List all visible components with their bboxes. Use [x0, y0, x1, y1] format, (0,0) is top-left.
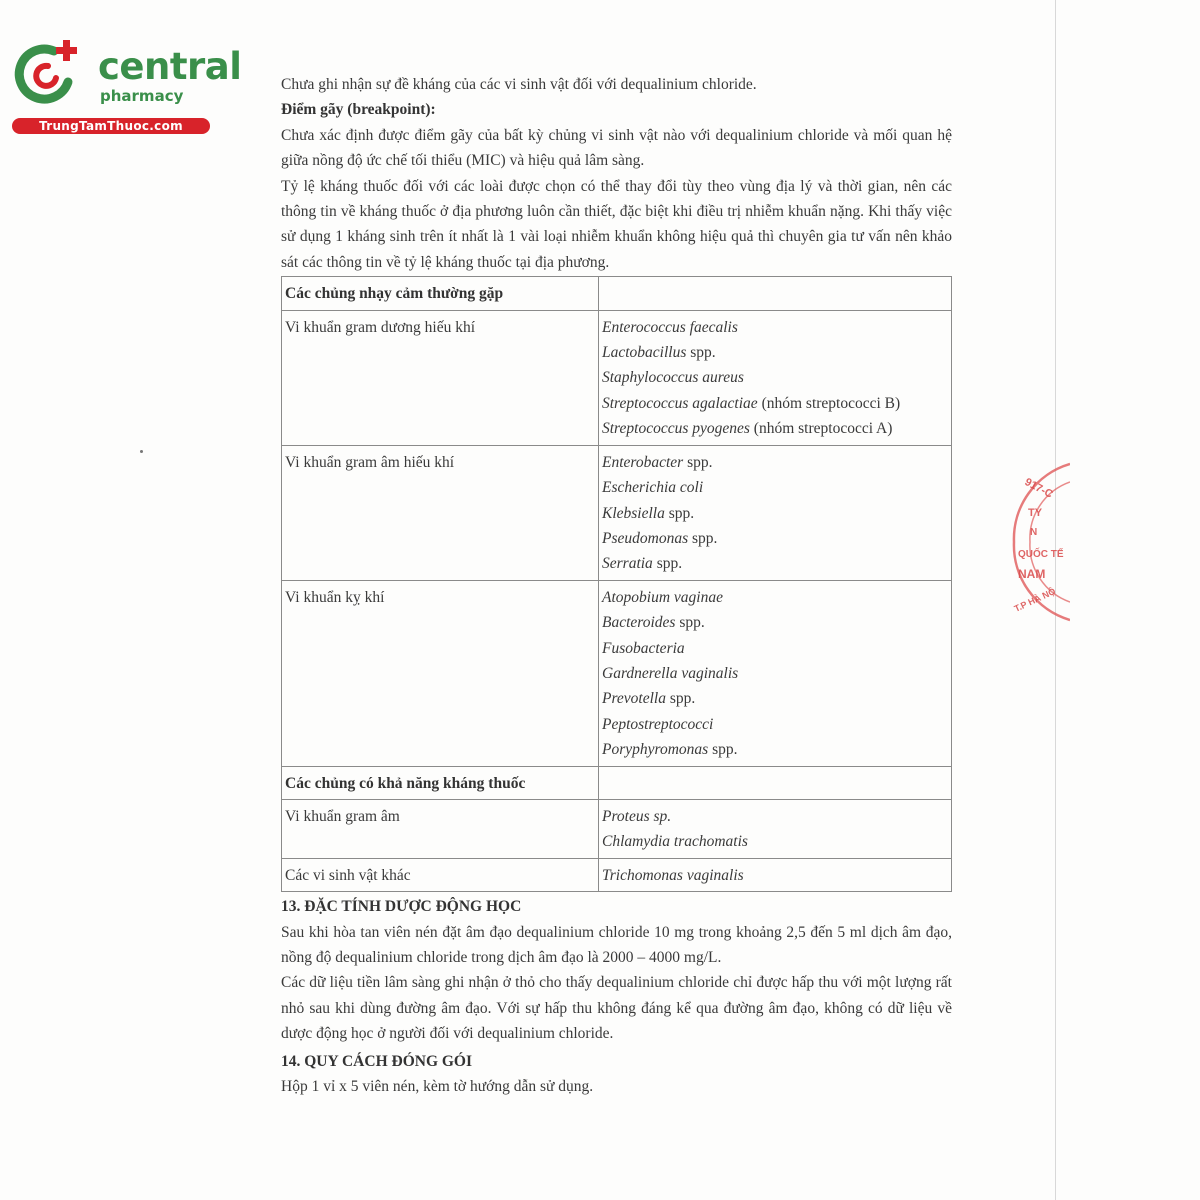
company-stamp [1010, 462, 1070, 622]
organism-item [602, 585, 948, 610]
brand-url[interactable]: TrungTamThuoc.com [12, 118, 210, 134]
section-13-para-2: Các dữ liệu tiền lâm sàng ghi nhận ở thỏ cho thấy dequalinium chloride chỉ được hấp thu với một lượng rất nhỏ sau khi dùng đường âm đạo. Với sự hấp thu không đáng kể qua đường âm đạo, không có dữ liệu về dược động học ở người đối với dequalinium chloride. [281, 974, 952, 1043]
organism-suffix: spp. [664, 504, 695, 522]
organism-name: Serratia [602, 555, 653, 573]
central-pharmacy-logo[interactable] [10, 38, 242, 138]
organism-item [602, 610, 948, 635]
organism-name: Prevotella [602, 690, 666, 708]
organism-name: Peptostreptococci [602, 715, 714, 733]
organism-name: Pseudomonas [602, 529, 689, 547]
organism-name: Gardnerella vaginalis [602, 664, 739, 682]
organism-suffix: spp. [708, 741, 738, 759]
organism-item [602, 686, 948, 711]
organism-list [599, 580, 952, 766]
organism-name: Lactobacillus [602, 344, 687, 362]
stamp-text-1: 917-C [1022, 476, 1055, 501]
brand-name: central [98, 45, 242, 88]
organism-name: Atopobium vaginae [602, 588, 723, 606]
organism-suffix: spp. [686, 344, 716, 362]
organism-suffix: spp. [683, 453, 713, 471]
organism-name: Escherichia coli [602, 479, 704, 497]
organism-name: Bacteroides [602, 614, 676, 632]
organism-item [602, 863, 948, 888]
section-13-para-1: Sau khi hòa tan viên nén đặt âm đạo dequalinium chloride 10 mg trong khoảng 2,5 đến 5 ml dịch âm đạo, nồng độ dequalinium chloride trong dịch âm đạo là 2000 – 4000 mg/L. [281, 923, 952, 966]
organism-name: Klebsiella [602, 504, 665, 522]
organism-suffix: spp. [652, 555, 683, 573]
organism-suffix: spp. [688, 529, 718, 547]
empty-cell [599, 277, 952, 310]
table-row [282, 799, 952, 858]
organism-name: Chlamydia trachomatis [602, 833, 748, 851]
organism-name: Enterococcus faecalis [602, 318, 738, 336]
organism-suffix: spp. [675, 614, 705, 632]
organism-item [602, 365, 948, 390]
group-cell: Vi khuẩn gram dương hiếu khí [282, 310, 599, 445]
group-cell: Vi khuẩn kỵ khí [282, 580, 599, 766]
organism-list [599, 858, 952, 891]
organism-item [602, 829, 948, 854]
organism-name: Trichomonas vaginalis [602, 866, 744, 884]
group-cell: Vi khuẩn gram âm hiếu khí [282, 445, 599, 580]
organism-name: Proteus sp. [602, 807, 672, 825]
stamp-text-6: T.P HÀ NỘ [1012, 586, 1058, 614]
organism-item [602, 340, 948, 365]
table-row [282, 580, 952, 766]
organism-item [602, 712, 948, 737]
susceptible-header: Các chủng nhạy cảm thường gặp [282, 277, 599, 310]
organism-item [602, 526, 948, 551]
organism-list [599, 310, 952, 445]
organism-item [602, 804, 948, 829]
breakpoint-heading: Điểm gãy (breakpoint): [281, 101, 436, 119]
organism-name: Enterobacter [602, 453, 684, 471]
breakpoint-text: Chưa xác định được điểm gãy của bất kỳ chủng vi sinh vật nào với dequalinium chloride và mối quan hệ giữa nồng độ ức chế tối thiểu (MIC) và hiệu quả lâm sàng. [281, 126, 952, 170]
scan-speck [140, 450, 143, 453]
organism-name: Staphylococcus aureus [602, 369, 744, 387]
organism-name: Fusobacteria [602, 639, 685, 657]
group-cell: Các vi sinh vật khác [282, 858, 599, 891]
stamp-text-5: NAM [1018, 567, 1046, 581]
regional-resistance-text: Tỷ lệ kháng thuốc đối với các loài được chọn có thể thay đổi tùy theo vùng địa lý và thời gian, nên các thông tin về kháng thuốc ở địa phương luôn cần thiết, đặc biệt khi điều trị nhiễm khuẩn nặng. Khi thấy việc sử dụng 1 kháng sinh trên ít nhất là 1 vài loại nhiễm khuẩn không hiệu quả thì chuyên gia tư vấn nên khảo sát các thông tin về tỷ lệ kháng thuốc tại địa phương. [281, 177, 952, 271]
section-13-heading: 13. ĐẶC TÍNH DƯỢC ĐỘNG HỌC [281, 898, 522, 916]
table-header-row [282, 766, 952, 799]
organism-suffix: (nhóm streptococci A) [749, 420, 893, 438]
section-14-heading: 14. QUY CÁCH ĐÓNG GÓI [281, 1052, 473, 1070]
section-14-text: Hộp 1 vỉ x 5 viên nén, kèm tờ hướng dẫn sử dụng. [281, 1078, 594, 1096]
organism-item [602, 391, 948, 416]
document-body [281, 72, 952, 1099]
resistance-note: Chưa ghi nhận sự đề kháng của các vi sinh vật đối với dequalinium chloride. [281, 76, 757, 93]
organism-item [602, 475, 948, 500]
table-header-row [282, 277, 952, 310]
empty-cell [599, 766, 952, 799]
table-row [282, 310, 952, 445]
organism-item [602, 636, 948, 661]
resistant-header: Các chủng có khả năng kháng thuốc [282, 766, 599, 799]
cross-swirl-icon [10, 38, 82, 110]
organism-list [599, 799, 952, 858]
table-row [282, 445, 952, 580]
organism-item [602, 315, 948, 340]
stamp-text-2: TY [1028, 507, 1043, 519]
organism-item [602, 450, 948, 475]
organism-item [602, 737, 948, 762]
organism-name: Streptococcus agalactiae [602, 394, 758, 412]
stamp-text-3: N [1030, 527, 1038, 538]
stamp-text-4: QUỐC TẾ [1018, 549, 1064, 560]
table-row [282, 858, 952, 891]
organism-item [602, 551, 948, 576]
brand-subtitle: pharmacy [100, 87, 184, 105]
organism-suffix: spp. [665, 690, 696, 708]
organism-name: Poryphyromonas [602, 741, 709, 759]
organism-suffix: (nhóm streptococci B) [757, 394, 901, 412]
organism-item [602, 416, 948, 441]
organism-list [599, 445, 952, 580]
group-cell: Vi khuẩn gram âm [282, 799, 599, 858]
organism-item [602, 661, 948, 686]
susceptibility-table [281, 276, 952, 892]
organism-item [602, 501, 948, 526]
organism-name: Streptococcus pyogenes [602, 420, 750, 438]
